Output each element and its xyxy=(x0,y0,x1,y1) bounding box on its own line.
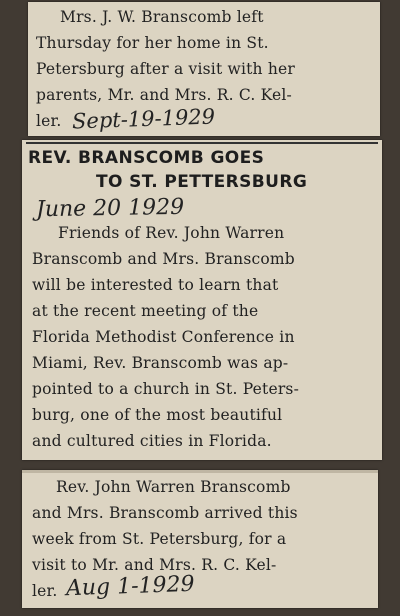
clipping-visit-note xyxy=(28,2,380,136)
article-line: ler. xyxy=(32,582,58,600)
article-line: Friends of Rev. John Warren xyxy=(58,224,285,242)
article-line: will be interested to learn that xyxy=(32,276,279,294)
torn-edge xyxy=(22,470,378,473)
top-rule xyxy=(26,142,378,144)
article-line: and cultured cities in Florida. xyxy=(32,432,272,450)
headline-line: REV. BRANSCOMB GOES xyxy=(28,148,265,168)
handwritten-date: Aug 1-1929 xyxy=(65,571,195,602)
article-line: Rev. John Warren Branscomb xyxy=(56,478,291,496)
clipping-arrival-note xyxy=(22,470,378,608)
article-line: at the recent meeting of the xyxy=(32,302,259,320)
clipping-appointment-article xyxy=(22,140,382,460)
article-line: week from St. Petersburg, for a xyxy=(32,530,287,548)
article-line: Miami, Rev. Branscomb was ap- xyxy=(32,354,289,372)
article-line: burg, one of the most beautiful xyxy=(32,406,283,424)
headline-line: TO ST. PETTERSBURG xyxy=(96,172,308,192)
article-line: Branscomb and Mrs. Branscomb xyxy=(32,250,295,268)
article-line: Florida Methodist Conference in xyxy=(32,328,295,346)
article-line: and Mrs. Branscomb arrived this xyxy=(32,504,298,522)
article-line: Thursday for her home in St. xyxy=(36,34,269,52)
article-line: parents, Mr. and Mrs. R. C. Kel- xyxy=(36,86,292,104)
handwritten-date: June 20 1929 xyxy=(35,194,185,223)
article-line: visit to Mr. and Mrs. R. C. Kel- xyxy=(32,556,277,574)
article-line: pointed to a church in St. Peters- xyxy=(32,380,300,398)
article-line: Mrs. J. W. Branscomb left xyxy=(60,8,264,26)
article-line: Petersburg after a visit with her xyxy=(36,60,296,78)
handwritten-date: Sept-19-1929 xyxy=(71,104,216,134)
article-line: ler. xyxy=(36,112,62,130)
